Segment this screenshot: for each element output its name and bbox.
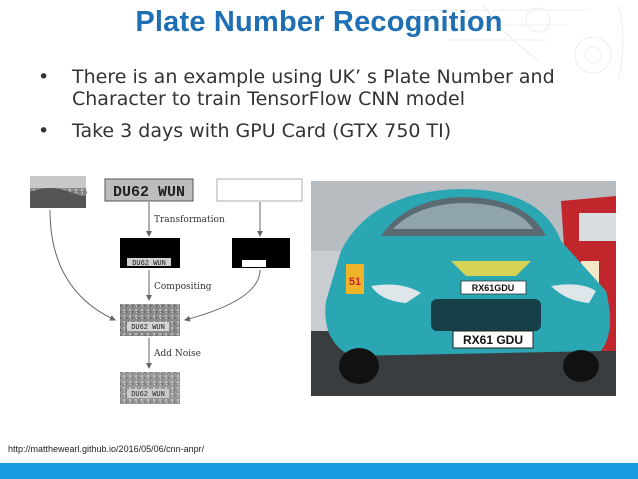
bullet-dot-icon: • (38, 120, 50, 142)
transformed-plate (120, 238, 180, 268)
bullet-text: There is an example using UK’ s Plate Number and Character to train TensorFlow CNN model (72, 66, 555, 110)
step-label-add-noise: Add Noise (154, 349, 201, 359)
footer-bar (0, 463, 638, 479)
front-plate-text: RX61 GDU (462, 333, 524, 347)
bullet-text: Take 3 days with GPU Card (GTX 750 TI) (72, 120, 452, 142)
step-label-compositing: Compositing (154, 282, 212, 292)
background-photo-thumbnail (30, 176, 87, 208)
step-label-transformation: Transformation (154, 215, 225, 225)
mask-outline (217, 179, 302, 201)
bullet-item (38, 120, 598, 142)
source-plate-text: DU62 WUN (112, 184, 186, 201)
sticker-number: 51 (348, 276, 362, 288)
car-photo (311, 181, 616, 396)
arrow (185, 270, 260, 320)
bullet-dot-icon: • (38, 66, 50, 88)
slide-title: Plate Number Recognition (135, 6, 503, 38)
composited-image (120, 304, 180, 336)
hood-plate-text: RX61GDU (471, 283, 515, 293)
transformed-mask (232, 238, 290, 268)
noisy-image (120, 372, 180, 404)
bullet-item (38, 66, 598, 110)
source-link[interactable]: http://matthewearl.github.io/2016/05/06/cnn-anpr/ (8, 444, 205, 454)
hood-plate (461, 281, 526, 294)
source-plate (105, 179, 193, 201)
bullet-list (38, 66, 598, 152)
arrow (50, 210, 115, 320)
transformed-plate-text: DU62 WUN (132, 260, 166, 268)
pipeline-diagram (20, 170, 305, 410)
noisy-plate-text: DU62 WUN (131, 391, 165, 399)
composited-plate-text: DU62 WUN (131, 324, 165, 332)
front-plate (453, 331, 533, 348)
